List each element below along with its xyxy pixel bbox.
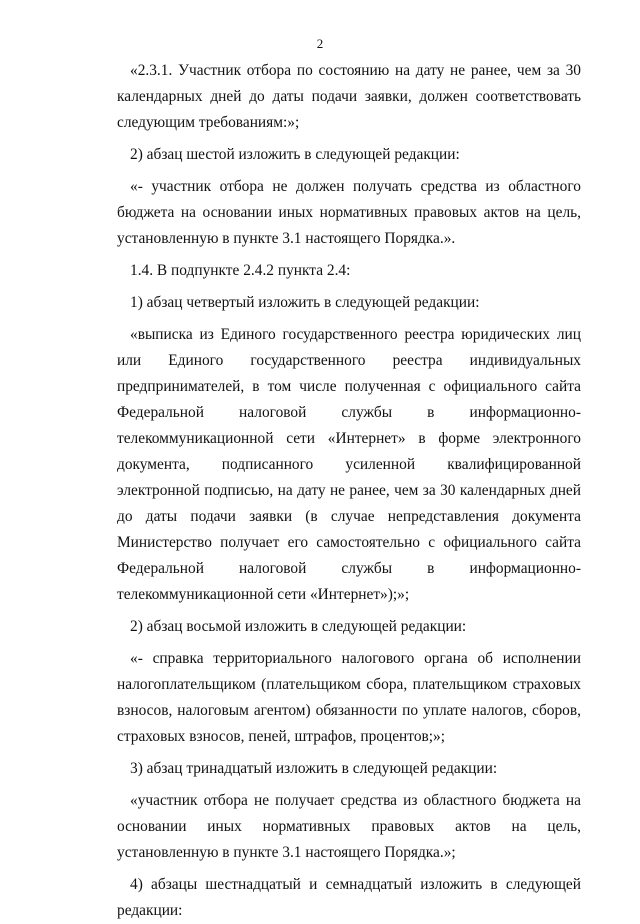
paragraph-amendment-instruction: 3) абзац тринадцатый изложить в следующей редакции: — [130, 760, 498, 777]
paragraph-amendment-instruction: 2) абзац шестой изложить в следующей редакции: — [130, 146, 460, 163]
paragraph-requirements-clause: «2.3.1. Участник отбора по состоянию на дату не ранее, чем за 30 календарных дней до даты подачи заявки, должен соответствовать следующим требованиям:»; — [117, 62, 581, 131]
page-number: 2 — [316, 36, 324, 51]
paragraph-amendment-instruction: 4) абзацы шестнадцатый и семнадцатый изложить в следующей редакции: — [117, 876, 581, 919]
document-body — [117, 58, 581, 924]
paragraph-amendment-instruction: 1) абзац четвертый изложить в следующей редакции: — [130, 294, 480, 311]
paragraph-amendment-text: «- участник отбора не должен получать средства из областного бюджета на основании иных нормативных правовых актов на цель, установленную в пункте 3.1 настоящего Порядка.». — [117, 178, 581, 247]
paragraph-amendment-instruction: 2) абзац восьмой изложить в следующей редакции: — [130, 618, 467, 635]
paragraph-amendment-text: «выписка из Единого государственного реестра юридических лиц или Единого государственного реестра индивидуальных предпринимателей, в том числе полученная с официального сайта Федеральной налоговой службы в информационно-телекоммуникационной сети «Интернет» в форме электронного документа, подписанного усиленной квалифицированной электронной подписью, на дату не ранее, чем за 30 календарных дней до даты подачи заявки (в случае непредставления документа Министерство получает его самостоятельно с официального сайта Федеральной налоговой службы в информационно-телекоммуникационной сети «Интернет»);»; — [117, 326, 581, 603]
paragraph-amendment-text: «- справка территориального налогового органа об исполнении налогоплательщиком (плательщиком сбора, плательщиком страховых взносов, налоговым агентом) обязанности по уплате налогов, сборов, страховых взносов, пеней, штрафов, процентов;»; — [117, 650, 581, 745]
paragraph-amendment-text: «участник отбора не получает средства из областного бюджета на основании иных нормативных правовых актов на цель, установленную в пункте 3.1 настоящего Порядка.»; — [117, 792, 581, 861]
paragraph-subclause-heading: 1.4. В подпункте 2.4.2 пункта 2.4: — [130, 262, 351, 279]
